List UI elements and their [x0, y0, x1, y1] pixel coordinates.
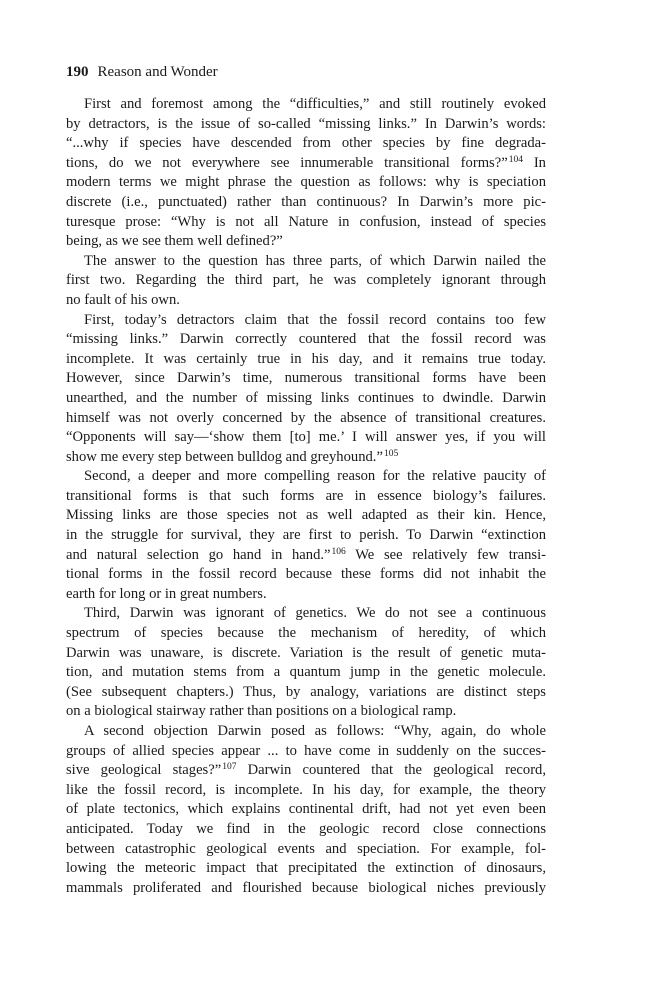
line-text: by detractors, is the issue of so-called “missing links.” In Darwin’s words:	[66, 115, 546, 132]
text-line	[66, 663, 546, 683]
text-line	[66, 781, 546, 801]
paragraph	[66, 311, 546, 468]
line-text: on a biological stairway rather than positions on a biological ramp.	[66, 703, 457, 720]
line-text: in the struggle for survival, they are first to perish. To Darwin “extinction	[66, 527, 546, 544]
line-text: no fault of his own.	[66, 291, 180, 308]
text-line	[66, 761, 546, 781]
text-line	[66, 585, 546, 605]
line-text: earth for long or in great numbers.	[66, 585, 267, 602]
text-line	[66, 428, 546, 448]
paragraph	[66, 722, 546, 898]
text-line	[66, 115, 546, 135]
text-line	[66, 350, 546, 370]
text-line	[66, 271, 546, 291]
text-line	[66, 800, 546, 820]
text-line	[66, 683, 546, 703]
line-text: spectrum of species because the mechanism of heredity, of which	[66, 625, 546, 642]
line-text: unearthed, and the number of missing links continues to dwindle. Darwin	[66, 389, 546, 406]
paragraph	[66, 252, 546, 311]
line-text: “Opponents will say—‘show them [to] me.’ I will answer yes, if you will	[66, 429, 546, 446]
text-line	[66, 330, 546, 350]
text-line	[66, 526, 546, 546]
line-text: “missing links.” Darwin correctly countered that the fossil record was	[66, 331, 546, 348]
line-text: tional forms in the fossil record because these forms did not inhabit the	[66, 566, 546, 583]
line-text: Second, a deeper and more compelling reason for the relative paucity of	[84, 468, 546, 485]
text-line	[66, 742, 546, 762]
paragraph	[66, 467, 546, 604]
line-text-continued: In	[522, 154, 546, 171]
text-line	[66, 506, 546, 526]
line-text: Missing links are those species not as well adapted as their kin. Hence,	[66, 507, 546, 524]
text-line	[66, 604, 546, 624]
line-text: modern terms we might phrase the question as follows: why is speciation	[66, 174, 546, 191]
line-text: First and foremost among the “difficulties,” and still routinely evoked	[84, 96, 546, 112]
text-line	[66, 193, 546, 213]
page-number: 190	[66, 64, 89, 80]
line-text: Darwin was unaware, is discrete. Variation is the result of genetic muta-	[66, 644, 546, 661]
text-line	[66, 820, 546, 840]
text-line	[66, 644, 546, 664]
text-line	[66, 624, 546, 644]
text-line	[66, 467, 546, 487]
line-text: transitional forms is that such forms are in essence biology’s failures.	[66, 487, 546, 504]
line-text: being, as we see them well defined?”	[66, 233, 283, 250]
line-text: tions, do we not everywhere see innumerable transitional forms?”	[66, 154, 508, 171]
text-line	[66, 134, 546, 154]
line-text: (See subsequent chapters.) Thus, by analogy, variations are distinct steps	[66, 683, 546, 700]
paragraph	[66, 604, 546, 722]
line-text-continued: Darwin countered that the geological record,	[236, 762, 546, 779]
line-text: The answer to the question has three parts, of which Darwin nailed the	[84, 252, 546, 269]
book-title: Reason and Wonder	[97, 64, 218, 80]
text-line	[66, 448, 546, 468]
text-line	[66, 311, 546, 331]
line-text: mammals proliferated and flourished because biological niches previously	[66, 879, 546, 896]
text-line	[66, 291, 546, 311]
text-line	[66, 546, 546, 566]
paragraph	[66, 95, 546, 252]
text-line	[66, 859, 546, 879]
footnote-marker: 105	[383, 448, 399, 459]
line-text: First, today’s detractors claim that the fossil record contains too few	[84, 311, 546, 328]
line-text: “...why if species have descended from other species by fine degrada-	[66, 135, 546, 152]
line-text: first two. Regarding the third part, he was completely ignorant through	[66, 272, 546, 289]
text-line	[66, 702, 546, 722]
text-line	[66, 369, 546, 389]
line-text: turesque prose: “Why is not all Nature in confusion, instead of species	[66, 213, 546, 230]
footnote-marker: 107	[222, 762, 237, 773]
text-line	[66, 565, 546, 585]
line-text: and natural selection go hand in hand.”	[66, 546, 331, 563]
footnote-marker: 104	[508, 154, 523, 165]
book-page	[66, 62, 546, 898]
line-text: groups of allied species appear ... to have come in suddenly on the succes-	[66, 742, 546, 759]
line-text: Third, Darwin was ignorant of genetics. We do not see a continuous	[84, 605, 546, 622]
footnote-marker: 106	[331, 546, 346, 557]
line-text-continued: We see relatively few transi-	[345, 546, 546, 563]
text-line	[66, 154, 546, 174]
text-line	[66, 722, 546, 742]
line-text: lowing the meteoric impact that precipitated the extinction of dinosaurs,	[66, 860, 546, 877]
line-text: However, since Darwin’s time, numerous transitional forms have been	[66, 370, 546, 387]
line-text: of plate tectonics, which explains continental drift, had not yet even been	[66, 801, 546, 818]
line-text: show me every step between bulldog and greyhound.”	[66, 448, 383, 465]
line-text: tion, and mutation stems from a quantum jump in the genetic molecule.	[66, 664, 546, 681]
line-text: discrete (i.e., punctuated) rather than continuous? In Darwin’s more pic-	[66, 193, 546, 210]
text-line	[66, 213, 546, 233]
text-line	[66, 173, 546, 193]
body-text	[66, 95, 546, 898]
line-text: like the fossil record, is incomplete. In his day, for example, the theory	[66, 781, 546, 798]
text-line	[66, 389, 546, 409]
text-line	[66, 879, 546, 899]
line-text: between catastrophic geological events and speciation. For example, fol-	[66, 840, 546, 857]
text-line	[66, 252, 546, 272]
line-text: incomplete. It was certainly true in his day, and it remains true today.	[66, 350, 546, 367]
line-text: himself was not overly concerned by the absence of transitional creatures.	[66, 409, 546, 426]
line-text: anticipated. Today we find in the geologic record close connections	[66, 820, 546, 837]
line-text: sive geological stages?”	[66, 762, 222, 779]
text-line	[66, 95, 546, 115]
text-line	[66, 840, 546, 860]
text-line	[66, 409, 546, 429]
text-line	[66, 487, 546, 507]
line-text: A second objection Darwin posed as follows: “Why, again, do whole	[84, 723, 546, 739]
running-head	[66, 62, 546, 82]
text-line	[66, 232, 546, 252]
